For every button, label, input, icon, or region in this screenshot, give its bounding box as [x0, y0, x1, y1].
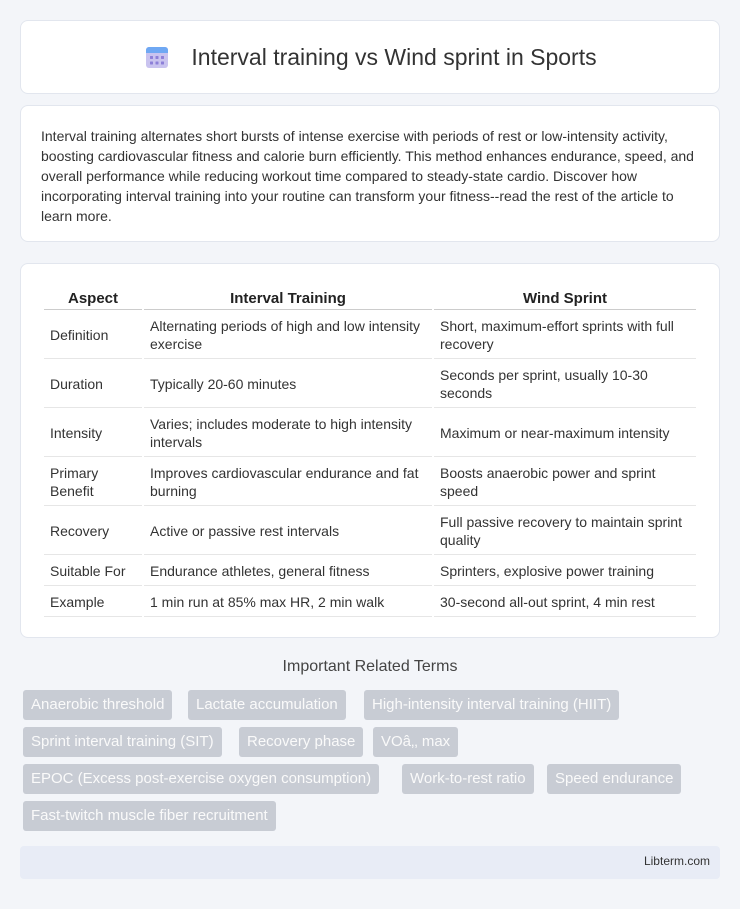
calendar-icon [143, 43, 171, 71]
row-sprint: Full passive recovery to maintain sprint quality [434, 508, 696, 555]
term-tag[interactable]: Work-to-rest ratio [402, 764, 534, 794]
row-sprint: Short, maximum-effort sprints with full recovery [434, 312, 696, 359]
term-tag[interactable]: Speed endurance [547, 764, 681, 794]
term-tag[interactable]: Anaerobic threshold [23, 690, 172, 720]
row-aspect: Duration [44, 361, 142, 408]
comparison-card [20, 263, 720, 638]
row-aspect: Example [44, 588, 142, 617]
table-row [44, 361, 696, 408]
term-tag[interactable]: Recovery phase [239, 727, 363, 757]
row-aspect: Primary Benefit [44, 459, 142, 506]
related-terms-title: Important Related Terms [282, 658, 458, 675]
term-tag[interactable]: VOâ‚‚ max [373, 727, 458, 757]
intro-card [20, 105, 720, 242]
row-aspect: Intensity [44, 410, 142, 457]
table-row [44, 588, 696, 617]
row-interval: Active or passive rest intervals [144, 508, 432, 555]
row-aspect: Suitable For [44, 557, 142, 586]
row-interval: Typically 20-60 minutes [144, 361, 432, 408]
header-card [20, 20, 720, 94]
header-wind-sprint: Wind Sprint [434, 286, 696, 310]
row-interval: Improves cardiovascular endurance and fat burning [144, 459, 432, 506]
header-interval-training: Interval Training [144, 286, 432, 310]
table-row [44, 508, 696, 555]
footer-brand[interactable]: Libterm.com [643, 854, 710, 868]
table-row [44, 410, 696, 457]
row-sprint: Sprinters, explosive power training [434, 557, 696, 586]
row-interval: Varies; includes moderate to high intensity intervals [144, 410, 432, 457]
comparison-table [42, 284, 698, 619]
row-aspect: Definition [44, 312, 142, 359]
table-row [44, 557, 696, 586]
row-interval: Endurance athletes, general fitness [144, 557, 432, 586]
table-header-row [44, 286, 696, 310]
footer [20, 846, 720, 879]
header-aspect: Aspect [44, 286, 142, 310]
table-row [44, 459, 696, 506]
row-interval: Alternating periods of high and low intensity exercise [144, 312, 432, 359]
term-tag[interactable]: Sprint interval training (SIT) [23, 727, 222, 757]
row-sprint: Maximum or near-maximum intensity [434, 410, 696, 457]
term-tag[interactable]: Fast-twitch muscle fiber recruitment [23, 801, 276, 831]
table-row [44, 312, 696, 359]
term-tag[interactable]: High-intensity interval training (HIIT) [364, 690, 619, 720]
row-interval: 1 min run at 85% max HR, 2 min walk [144, 588, 432, 617]
row-sprint: Boosts anaerobic power and sprint speed [434, 459, 696, 506]
term-tag[interactable]: Lactate accumulation [188, 690, 346, 720]
page-title: Interval training vs Wind sprint in Sports [191, 43, 597, 70]
row-aspect: Recovery [44, 508, 142, 555]
term-tag[interactable]: EPOC (Excess post-exercise oxygen consumption) [23, 764, 379, 794]
row-sprint: Seconds per sprint, usually 10-30 seconds [434, 361, 696, 408]
row-sprint: 30-second all-out sprint, 4 min rest [434, 588, 696, 617]
intro-text: Interval training alternates short bursts of intense exercise with periods of rest or low-intensity activity, boosting cardiovascular fitness and calorie burn efficiently. This method enhances endurance, speed, and overall performance while reducing workout time compared to steady-state cardio. Discover how incorporating interval training into your routine can transform your fitness--read the rest of the article to learn more. [41, 128, 694, 224]
